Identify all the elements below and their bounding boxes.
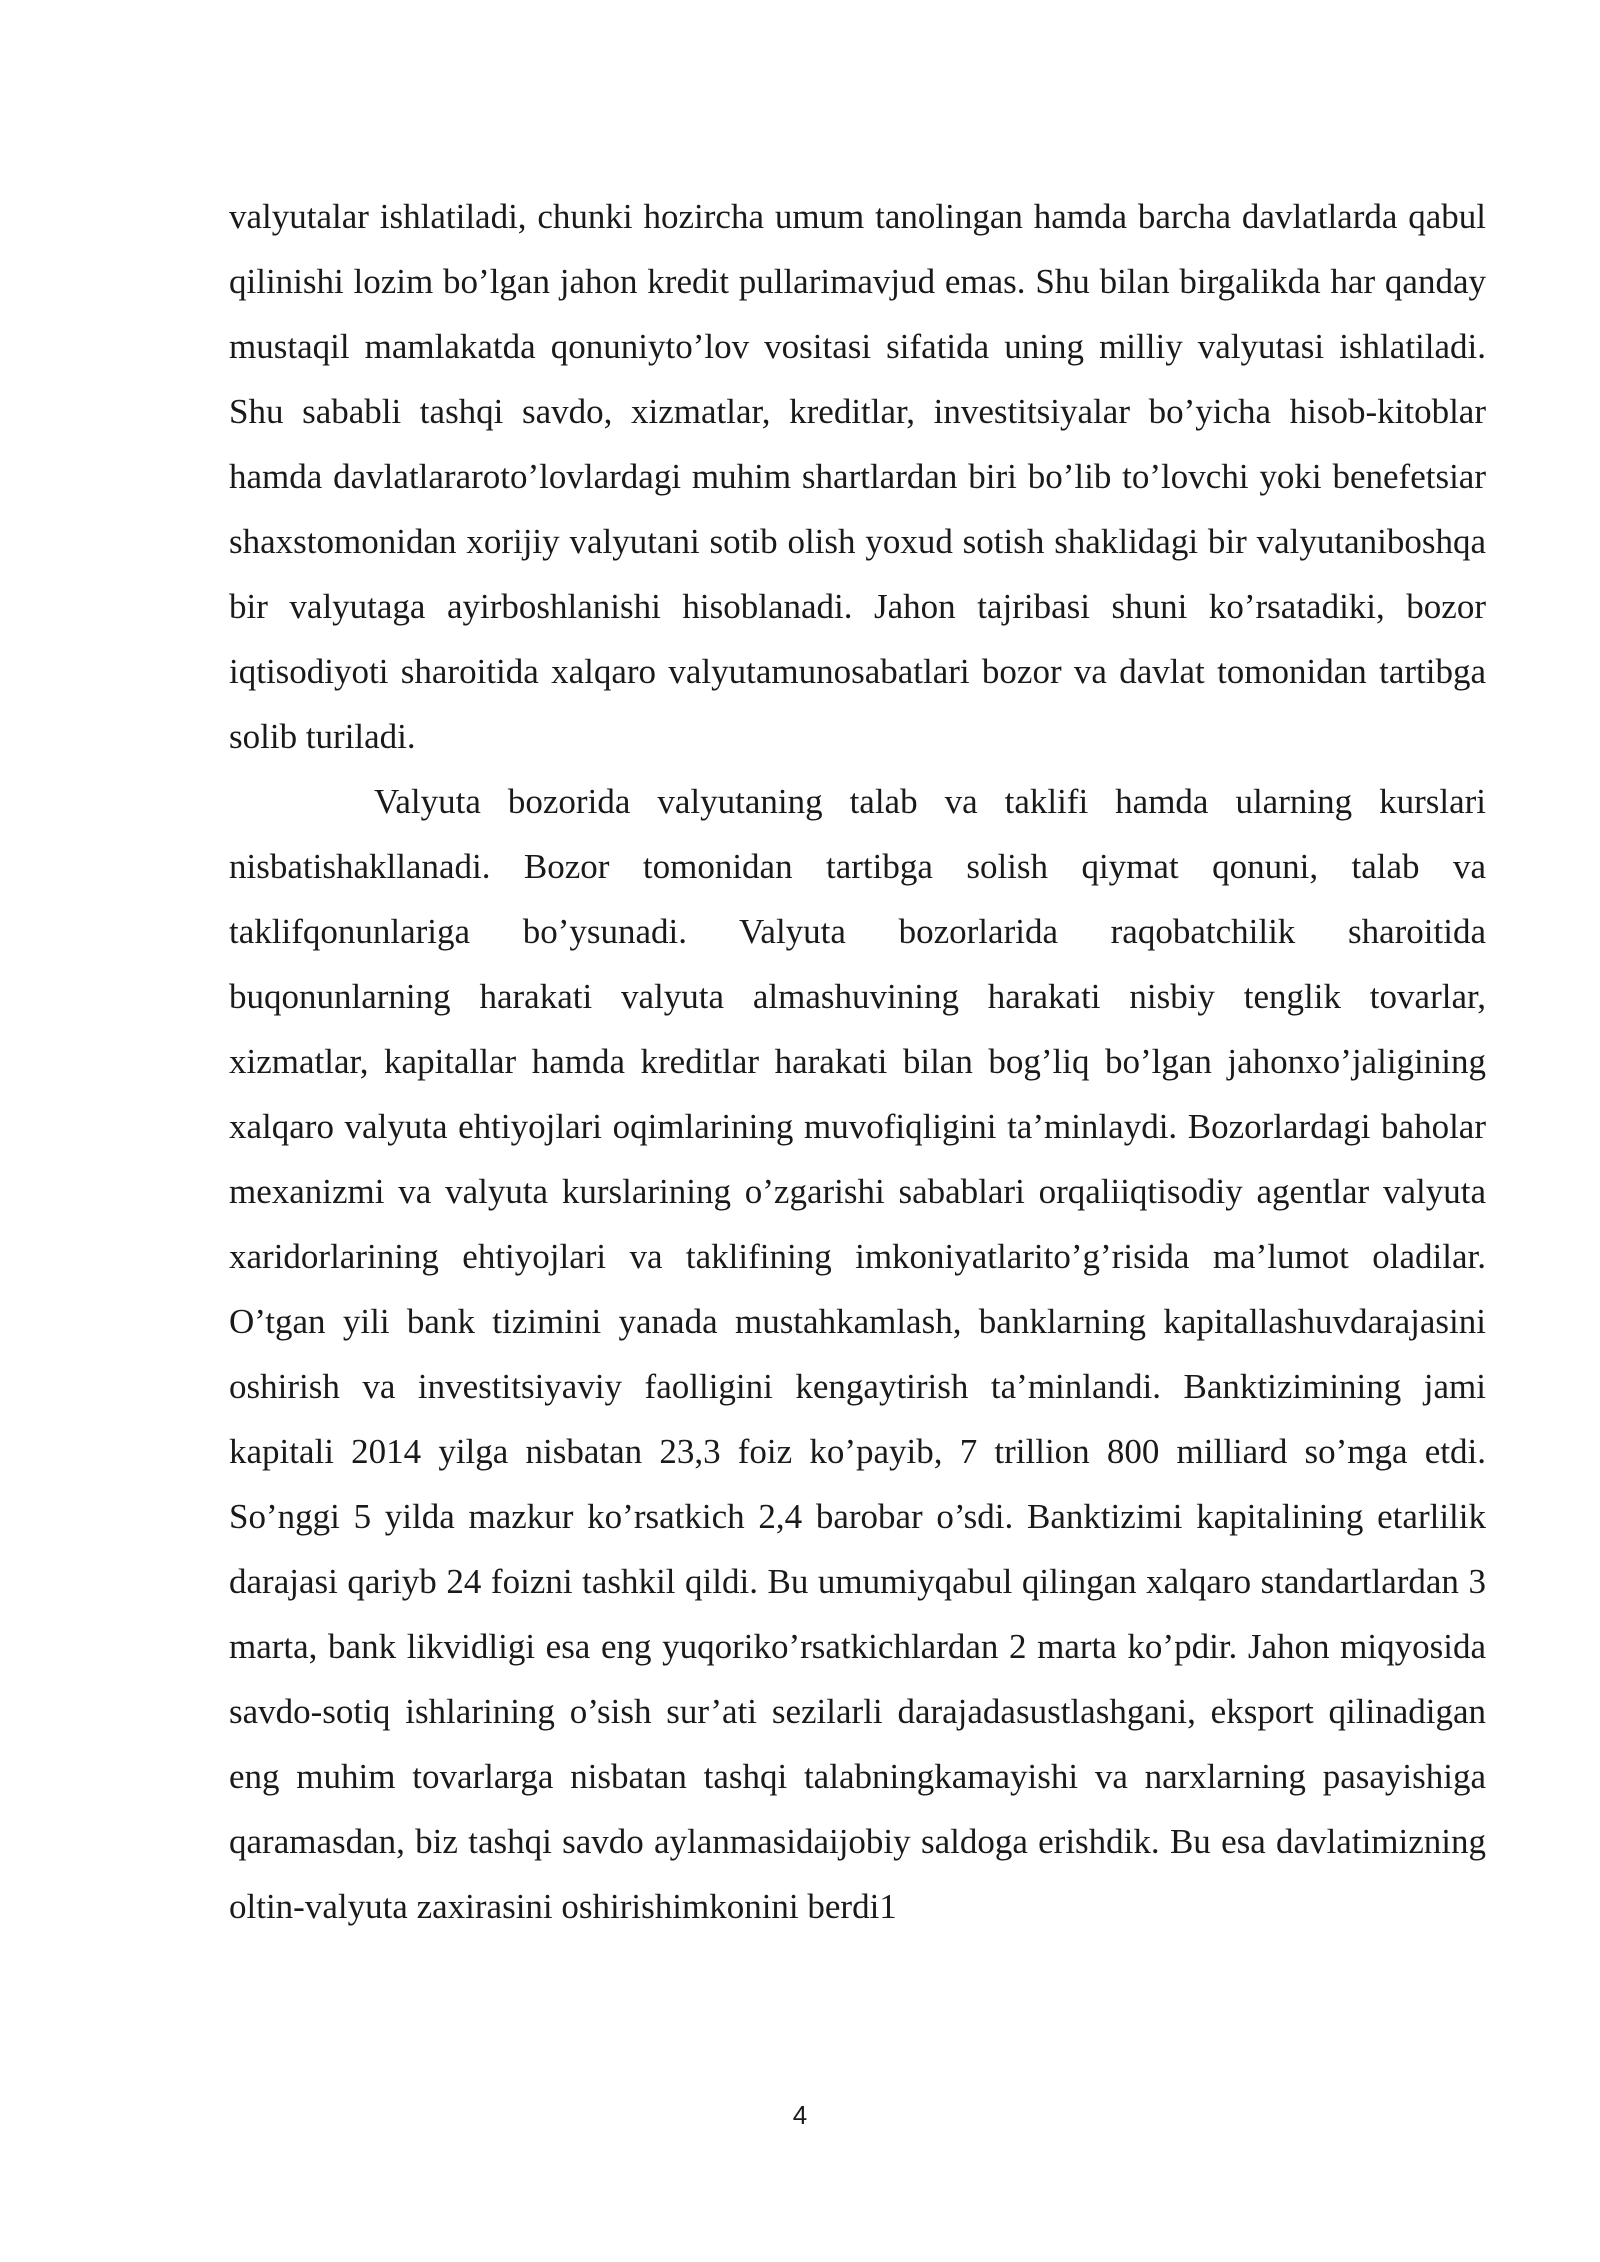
page-number: 4: [792, 2100, 808, 2130]
paragraph-1: valyutalar ishlatiladi, chunki hozircha umum tanolingan hamda barcha davlatlarda qabul qilinishi lozim bo’lgan jahon kredit pullarimavjud emas. Shu bilan birgalikda har qanday mustaqil mamlakatda qonuniyto’lov vositasi sifatida uning milliy valyutasi ishlatiladi. Shu sababli tashqi savdo, xizmatlar, kreditlar, investitsiyalar bo’yicha hisob-kitoblar hamda davlatlararoto’lovlardagi muhim shartlardan biri bo’lib to’lovchi yoki benefetsiar shaxstomonidan xorijiy valyutani sotib olish yoxud sotish shaklidagi bir valyutaniboshqa bir valyutaga ayirboshlanishi hisoblanadi. Jahon tajribasi shuni ko’rsatadiki, bozor iqtisodiyoti sharoitida xalqaro valyutamunosabatlari bozor va davlat tomonidan tartibga solib turiladi.: [229, 197, 1486, 756]
body-text: [229, 184, 1486, 1939]
paragraph-2: Valyuta bozorida valyutaning talab va taklifi hamda ularning kurslari nisbatishakllanadi. Bozor tomonidan tartibga solish qiymat qonuni, talab va taklifqonunlariga bo’ysunadi. Valyuta bozorlarida raqobatchilik sharoitida buqonunlarning harakati valyuta almashuvining harakati nisbiy tenglik tovarlar, xizmatlar, kapitallar hamda kreditlar harakati bilan bog’liq bo’lgan jahonxo’jaligining xalqaro valyuta ehtiyojlari oqimlarining muvofiqligini ta’minlaydi. Bozorlardagi baholar mexanizmi va valyuta kurslarining o’zgarishi sabablari orqaliiqtisodiy agentlar valyuta xaridorlarining ehtiyojlari va taklifining imkoniyatlarito’g’risida ma’lumot oladilar. O’tgan yili bank tizimini yanada mustahkamlash, banklarning kapitallashuvdarajasini oshirish va investitsiyaviy faolligini kengaytirish ta’minlandi. Banktizimining jami kapitali 2014 yilga nisbatan 23,3 foiz ko’payib, 7 trillion 800 milliard so’mga etdi. So’nggi 5 yilda mazkur ko’rsatkich 2,4 barobar o’sdi. Banktizimi kapitalining etarlilik darajasi qariyb 24 foizni tashkil qildi. Bu umumiyqabul qilingan xalqaro standartlardan 3 marta, bank likvidligi esa eng yuqoriko’rsatkichlardan 2 marta ko’pdir. Jahon miqyosida savdo-sotiq ishlarining o’sish sur’ati sezilarli darajadasustlashgani, eksport qilinadigan eng muhim tovarlarga nisbatan tashqi talabningkamayishi va narxlarning pasayishiga qaramasdan, biz tashqi savdo aylanmasidaijobiy saldoga erishdik. Bu esa davlatimizning oltin-valyuta zaxirasini oshirishimkonini berdi1: [229, 782, 1486, 1926]
